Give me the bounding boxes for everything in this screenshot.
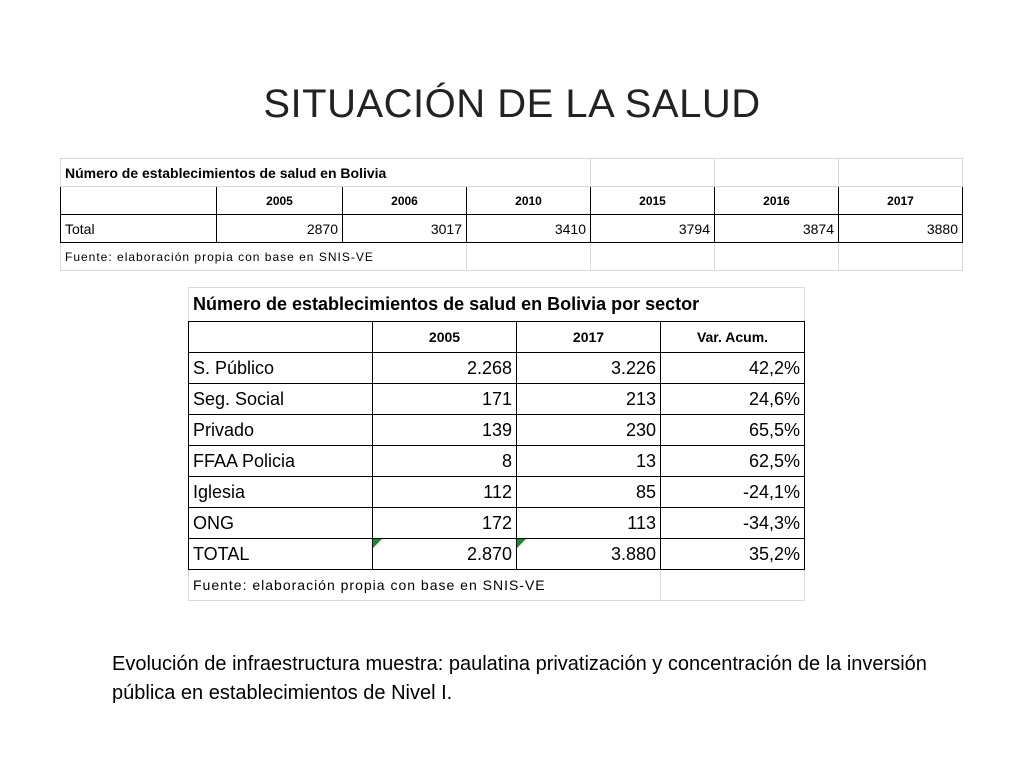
- establishments-by-year-table: [60, 158, 963, 271]
- slide-title: SITUACIÓN DE LA SALUD: [263, 82, 761, 126]
- total-value: 3017: [343, 215, 467, 243]
- cell-text: 3.880: [610, 543, 656, 564]
- value-2005: 171: [373, 384, 517, 415]
- total-label: Total: [61, 215, 217, 243]
- table1-source: Fuente: elaboración propia con base en SNIS-VE: [61, 243, 467, 271]
- value-2017: 230: [517, 415, 661, 446]
- table2-title-row: [189, 288, 805, 322]
- year-header: 2010: [467, 187, 591, 215]
- column-header: 2017: [517, 322, 661, 353]
- error-marker-icon: [373, 539, 382, 548]
- table-row: [189, 384, 805, 415]
- empty-header-cell: [61, 187, 217, 215]
- table-row: [189, 508, 805, 539]
- table-row-total: [189, 539, 805, 570]
- table2-source-row: [189, 570, 805, 601]
- total-value: 3794: [591, 215, 715, 243]
- value-var: 42,2%: [661, 353, 805, 384]
- table-row: [189, 415, 805, 446]
- table2-header-row: [189, 322, 805, 353]
- year-header: 2016: [715, 187, 839, 215]
- sector-label: Seg. Social: [189, 384, 373, 415]
- value-var: 62,5%: [661, 446, 805, 477]
- slide-note: Evolución de infraestructura muestra: paulatina privatización y concentración de la inversión pública en establecimientos de Nivel I.: [112, 653, 927, 704]
- sector-label: Privado: [189, 415, 373, 446]
- column-header: 2005: [373, 322, 517, 353]
- sector-label: Iglesia: [189, 477, 373, 508]
- table-row: [189, 353, 805, 384]
- empty-cell: [715, 243, 839, 271]
- establishments-by-sector-table: [188, 287, 805, 601]
- value-2005: 112: [373, 477, 517, 508]
- table1-total-row: [61, 215, 963, 243]
- value-2017: 3.226: [517, 353, 661, 384]
- value-2017: 113: [517, 508, 661, 539]
- total-value: 3410: [467, 215, 591, 243]
- value-2017: [517, 539, 661, 570]
- empty-cell: [839, 243, 963, 271]
- value-var: -34,3%: [661, 508, 805, 539]
- empty-cell: [839, 159, 963, 187]
- sector-label: FFAA Policia: [189, 446, 373, 477]
- column-header: Var. Acum.: [661, 322, 805, 353]
- table2-source: Fuente: elaboración propia con base en SNIS-VE: [189, 570, 661, 601]
- value-2017: 85: [517, 477, 661, 508]
- sector-label: ONG: [189, 508, 373, 539]
- year-header: 2015: [591, 187, 715, 215]
- value-var: 35,2%: [661, 539, 805, 570]
- table1-source-row: [61, 243, 963, 271]
- empty-cell: [661, 570, 805, 601]
- total-value: 2870: [217, 215, 343, 243]
- table1-title-row: [61, 159, 963, 187]
- table-row: [189, 477, 805, 508]
- table1-title: Número de establecimientos de salud en Bolivia: [61, 159, 591, 187]
- value-2005: 2.268: [373, 353, 517, 384]
- empty-cell: [591, 243, 715, 271]
- total-value: 3880: [839, 215, 963, 243]
- value-2017: 13: [517, 446, 661, 477]
- empty-cell: [715, 159, 839, 187]
- sector-label: TOTAL: [189, 539, 373, 570]
- value-var: -24,1%: [661, 477, 805, 508]
- year-header: 2017: [839, 187, 963, 215]
- value-var: 65,5%: [661, 415, 805, 446]
- table2-title: Número de establecimientos de salud en Bolivia por sector: [189, 288, 805, 322]
- cell-text: 2.870: [466, 543, 512, 564]
- error-marker-icon: [517, 539, 526, 548]
- value-2005: 8: [373, 446, 517, 477]
- value-2005: 139: [373, 415, 517, 446]
- empty-header-cell: [189, 322, 373, 353]
- value-var: 24,6%: [661, 384, 805, 415]
- year-header: 2005: [217, 187, 343, 215]
- empty-cell: [591, 159, 715, 187]
- empty-cell: [467, 243, 591, 271]
- table-row: [189, 446, 805, 477]
- value-2005: [373, 539, 517, 570]
- total-value: 3874: [715, 215, 839, 243]
- year-header: 2006: [343, 187, 467, 215]
- value-2017: 213: [517, 384, 661, 415]
- table1-header-row: [61, 187, 963, 215]
- sector-label: S. Público: [189, 353, 373, 384]
- value-2005: 172: [373, 508, 517, 539]
